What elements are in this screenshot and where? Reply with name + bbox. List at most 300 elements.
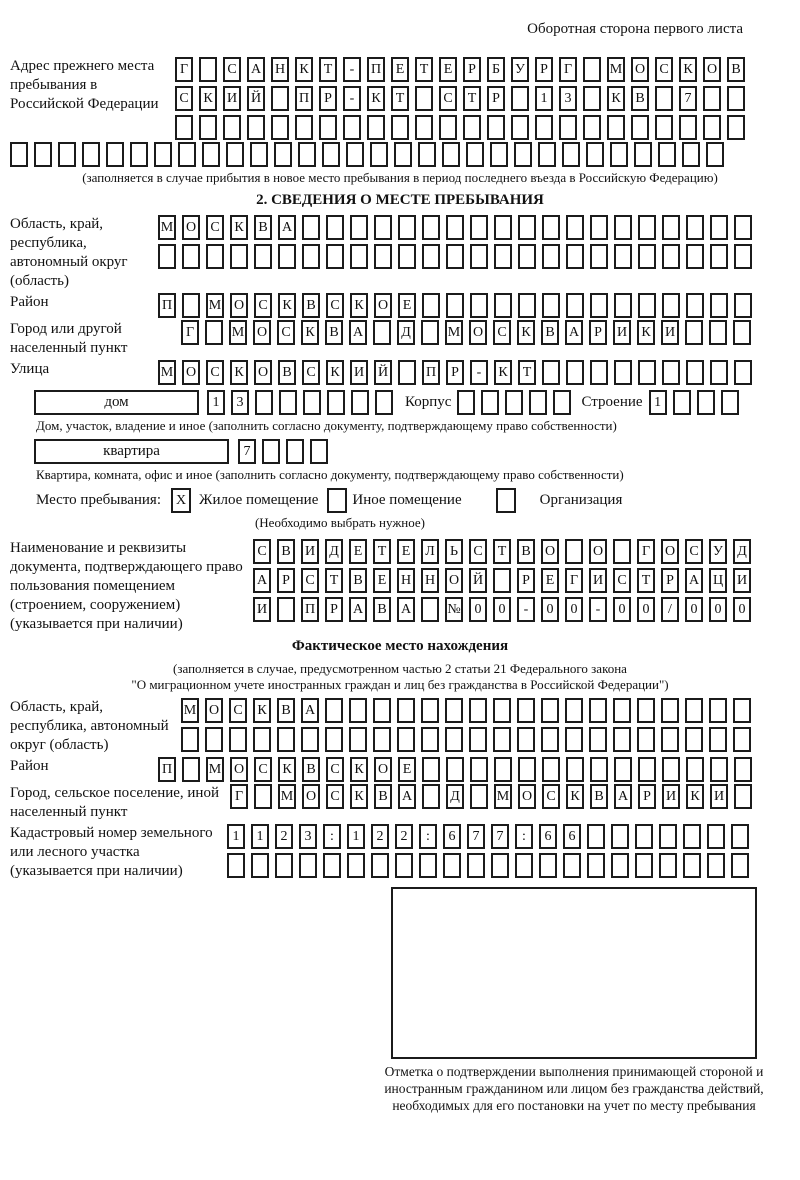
char-cell[interactable]: С (253, 539, 271, 564)
char-cell[interactable]: 1 (347, 824, 365, 849)
char-cell[interactable]: Р (517, 568, 535, 593)
char-cell[interactable] (685, 698, 703, 723)
char-cell[interactable] (254, 784, 272, 809)
char-cell[interactable] (349, 698, 367, 723)
char-cell[interactable]: 7 (467, 824, 485, 849)
char-cell[interactable]: В (631, 86, 649, 111)
char-cell[interactable] (542, 293, 560, 318)
char-cell[interactable]: Р (535, 57, 553, 82)
char-cell[interactable] (302, 215, 320, 240)
char-cell[interactable]: С (493, 320, 511, 345)
char-cell[interactable]: К (367, 86, 385, 111)
char-cell[interactable] (559, 115, 577, 140)
char-cell[interactable] (586, 142, 604, 167)
char-cell[interactable]: Т (518, 360, 536, 385)
char-cell[interactable] (351, 390, 369, 415)
char-cell[interactable] (638, 293, 656, 318)
char-cell[interactable]: К (278, 757, 296, 782)
char-cell[interactable] (662, 215, 680, 240)
char-cell[interactable]: Ь (445, 539, 463, 564)
char-cell[interactable] (518, 215, 536, 240)
char-cell[interactable] (158, 244, 176, 269)
char-cell[interactable]: А (397, 597, 415, 622)
char-cell[interactable] (538, 142, 556, 167)
char-cell[interactable]: В (325, 320, 343, 345)
checkbox-organization[interactable] (496, 488, 516, 513)
char-cell[interactable] (659, 853, 677, 878)
char-cell[interactable] (710, 757, 728, 782)
char-cell[interactable] (518, 244, 536, 269)
char-cell[interactable] (514, 142, 532, 167)
char-cell[interactable] (182, 293, 200, 318)
char-cell[interactable]: В (278, 360, 296, 385)
char-cell[interactable]: О (374, 293, 392, 318)
char-cell[interactable] (279, 390, 297, 415)
char-cell[interactable] (34, 142, 52, 167)
char-cell[interactable] (271, 86, 289, 111)
char-cell[interactable]: К (679, 57, 697, 82)
char-cell[interactable] (323, 853, 341, 878)
char-cell[interactable] (607, 115, 625, 140)
char-cell[interactable] (590, 244, 608, 269)
char-cell[interactable] (686, 215, 704, 240)
char-cell[interactable] (638, 757, 656, 782)
char-cell[interactable] (470, 784, 488, 809)
char-cell[interactable] (590, 293, 608, 318)
char-cell[interactable]: 0 (733, 597, 751, 622)
char-cell[interactable] (375, 390, 393, 415)
char-cell[interactable]: Г (230, 784, 248, 809)
char-cell[interactable] (686, 360, 704, 385)
char-cell[interactable] (493, 698, 511, 723)
char-cell[interactable]: К (350, 757, 368, 782)
char-cell[interactable]: Е (398, 293, 416, 318)
char-cell[interactable] (286, 439, 304, 464)
char-cell[interactable]: - (343, 86, 361, 111)
char-cell[interactable] (397, 698, 415, 723)
char-cell[interactable] (589, 727, 607, 752)
char-cell[interactable]: А (349, 597, 367, 622)
char-cell[interactable]: К (295, 57, 313, 82)
char-cell[interactable] (611, 824, 629, 849)
char-cell[interactable]: Т (493, 539, 511, 564)
char-cell[interactable]: Т (319, 57, 337, 82)
char-cell[interactable]: К (230, 215, 248, 240)
char-cell[interactable] (661, 727, 679, 752)
char-cell[interactable]: Г (565, 568, 583, 593)
char-cell[interactable]: - (517, 597, 535, 622)
char-cell[interactable]: О (253, 320, 271, 345)
char-cell[interactable]: Г (637, 539, 655, 564)
char-cell[interactable] (590, 360, 608, 385)
char-cell[interactable] (658, 142, 676, 167)
char-cell[interactable]: Р (463, 57, 481, 82)
char-cell[interactable]: Г (181, 320, 199, 345)
char-cell[interactable] (277, 727, 295, 752)
char-cell[interactable]: 7 (679, 86, 697, 111)
char-cell[interactable] (373, 320, 391, 345)
char-cell[interactable]: В (302, 293, 320, 318)
char-cell[interactable]: О (230, 293, 248, 318)
char-cell[interactable]: Р (319, 86, 337, 111)
char-cell[interactable] (421, 320, 439, 345)
char-cell[interactable]: - (470, 360, 488, 385)
char-cell[interactable] (469, 727, 487, 752)
char-cell[interactable]: С (613, 568, 631, 593)
char-cell[interactable] (539, 853, 557, 878)
char-cell[interactable] (703, 115, 721, 140)
char-cell[interactable]: П (301, 597, 319, 622)
char-cell[interactable] (494, 244, 512, 269)
char-cell[interactable]: А (247, 57, 265, 82)
char-cell[interactable] (10, 142, 28, 167)
char-cell[interactable] (422, 244, 440, 269)
char-cell[interactable] (566, 360, 584, 385)
char-cell[interactable] (82, 142, 100, 167)
char-cell[interactable]: Й (469, 568, 487, 593)
char-cell[interactable]: С (326, 293, 344, 318)
char-cell[interactable] (709, 320, 727, 345)
char-cell[interactable]: Е (391, 57, 409, 82)
char-cell[interactable]: М (494, 784, 512, 809)
char-cell[interactable]: О (230, 757, 248, 782)
char-cell[interactable] (611, 853, 629, 878)
char-cell[interactable] (415, 86, 433, 111)
char-cell[interactable] (542, 360, 560, 385)
char-cell[interactable] (638, 244, 656, 269)
char-cell[interactable] (517, 727, 535, 752)
char-cell[interactable]: М (229, 320, 247, 345)
char-cell[interactable]: И (613, 320, 631, 345)
char-cell[interactable]: В (349, 568, 367, 593)
char-cell[interactable] (326, 215, 344, 240)
char-cell[interactable]: Т (637, 568, 655, 593)
char-cell[interactable]: М (181, 698, 199, 723)
char-cell[interactable] (469, 698, 487, 723)
char-cell[interactable] (493, 727, 511, 752)
char-cell[interactable] (685, 320, 703, 345)
char-cell[interactable]: 0 (637, 597, 655, 622)
char-cell[interactable]: 6 (443, 824, 461, 849)
char-cell[interactable]: В (373, 597, 391, 622)
char-cell[interactable] (325, 698, 343, 723)
char-cell[interactable] (589, 698, 607, 723)
char-cell[interactable]: О (302, 784, 320, 809)
char-cell[interactable] (254, 244, 272, 269)
char-cell[interactable]: Й (374, 360, 392, 385)
char-cell[interactable] (325, 727, 343, 752)
char-cell[interactable]: М (206, 293, 224, 318)
char-cell[interactable]: Р (638, 784, 656, 809)
char-cell[interactable] (322, 142, 340, 167)
char-cell[interactable] (566, 244, 584, 269)
checkbox-other-premises[interactable] (327, 488, 347, 513)
char-cell[interactable]: : (323, 824, 341, 849)
char-cell[interactable]: В (277, 539, 295, 564)
char-cell[interactable] (319, 115, 337, 140)
char-cell[interactable] (733, 698, 751, 723)
char-cell[interactable] (511, 86, 529, 111)
char-cell[interactable] (247, 115, 265, 140)
char-cell[interactable] (566, 215, 584, 240)
char-cell[interactable] (635, 824, 653, 849)
char-cell[interactable] (371, 853, 389, 878)
char-cell[interactable] (262, 439, 280, 464)
char-cell[interactable]: И (733, 568, 751, 593)
char-cell[interactable]: 6 (563, 824, 581, 849)
char-cell[interactable] (487, 115, 505, 140)
char-cell[interactable] (662, 293, 680, 318)
char-cell[interactable] (419, 853, 437, 878)
char-cell[interactable] (637, 698, 655, 723)
char-cell[interactable] (367, 115, 385, 140)
char-cell[interactable] (583, 115, 601, 140)
char-cell[interactable] (343, 115, 361, 140)
char-cell[interactable] (199, 57, 217, 82)
char-cell[interactable]: К (199, 86, 217, 111)
char-cell[interactable] (391, 115, 409, 140)
char-cell[interactable] (707, 853, 725, 878)
char-cell[interactable]: Л (421, 539, 439, 564)
char-cell[interactable]: П (295, 86, 313, 111)
char-cell[interactable]: К (494, 360, 512, 385)
char-cell[interactable] (535, 115, 553, 140)
char-cell[interactable]: 3 (559, 86, 577, 111)
char-cell[interactable] (662, 360, 680, 385)
char-cell[interactable] (418, 142, 436, 167)
char-cell[interactable] (446, 757, 464, 782)
char-cell[interactable]: 7 (238, 439, 256, 464)
char-cell[interactable] (505, 390, 523, 415)
char-cell[interactable] (446, 215, 464, 240)
char-cell[interactable] (685, 727, 703, 752)
char-cell[interactable] (734, 757, 752, 782)
char-cell[interactable]: У (511, 57, 529, 82)
char-cell[interactable] (373, 727, 391, 752)
char-cell[interactable] (638, 360, 656, 385)
char-cell[interactable]: 1 (251, 824, 269, 849)
char-cell[interactable] (679, 115, 697, 140)
char-cell[interactable] (541, 698, 559, 723)
char-cell[interactable]: М (206, 757, 224, 782)
char-cell[interactable] (590, 215, 608, 240)
char-cell[interactable]: Г (175, 57, 193, 82)
char-cell[interactable]: О (182, 360, 200, 385)
char-cell[interactable] (422, 784, 440, 809)
char-cell[interactable]: С (301, 568, 319, 593)
char-cell[interactable] (710, 360, 728, 385)
char-cell[interactable] (542, 757, 560, 782)
char-cell[interactable] (251, 853, 269, 878)
char-cell[interactable] (182, 244, 200, 269)
char-cell[interactable]: С (655, 57, 673, 82)
char-cell[interactable] (466, 142, 484, 167)
char-cell[interactable] (734, 244, 752, 269)
char-cell[interactable] (686, 757, 704, 782)
char-cell[interactable]: Р (589, 320, 607, 345)
char-cell[interactable]: Д (325, 539, 343, 564)
char-cell[interactable]: А (565, 320, 583, 345)
char-cell[interactable]: М (445, 320, 463, 345)
char-cell[interactable]: 1 (227, 824, 245, 849)
char-cell[interactable] (442, 142, 460, 167)
char-cell[interactable]: Т (463, 86, 481, 111)
char-cell[interactable] (275, 853, 293, 878)
char-cell[interactable] (310, 439, 328, 464)
char-cell[interactable] (703, 86, 721, 111)
char-cell[interactable] (274, 142, 292, 167)
char-cell[interactable] (106, 142, 124, 167)
char-cell[interactable] (181, 727, 199, 752)
char-cell[interactable] (709, 698, 727, 723)
char-cell[interactable]: П (158, 293, 176, 318)
char-cell[interactable]: В (541, 320, 559, 345)
char-cell[interactable] (278, 244, 296, 269)
char-cell[interactable]: П (158, 757, 176, 782)
char-cell[interactable]: С (206, 215, 224, 240)
char-cell[interactable] (470, 757, 488, 782)
char-cell[interactable] (614, 215, 632, 240)
char-cell[interactable] (374, 215, 392, 240)
char-cell[interactable]: 0 (709, 597, 727, 622)
char-cell[interactable]: Е (397, 539, 415, 564)
char-cell[interactable]: С (469, 539, 487, 564)
char-cell[interactable]: М (607, 57, 625, 82)
char-cell[interactable]: С (277, 320, 295, 345)
char-cell[interactable]: - (589, 597, 607, 622)
char-cell[interactable]: А (614, 784, 632, 809)
char-cell[interactable] (727, 115, 745, 140)
char-cell[interactable] (562, 142, 580, 167)
char-cell[interactable]: С (542, 784, 560, 809)
char-cell[interactable]: И (661, 320, 679, 345)
char-cell[interactable] (683, 853, 701, 878)
char-cell[interactable]: Д (446, 784, 464, 809)
char-cell[interactable]: В (277, 698, 295, 723)
char-cell[interactable]: С (326, 757, 344, 782)
char-cell[interactable]: И (662, 784, 680, 809)
char-cell[interactable]: А (685, 568, 703, 593)
char-cell[interactable] (541, 727, 559, 752)
char-cell[interactable] (673, 390, 691, 415)
char-cell[interactable]: 0 (613, 597, 631, 622)
char-cell[interactable] (422, 215, 440, 240)
char-cell[interactable]: С (206, 360, 224, 385)
char-cell[interactable]: Д (397, 320, 415, 345)
char-cell[interactable] (494, 293, 512, 318)
char-cell[interactable] (734, 293, 752, 318)
char-cell[interactable]: О (205, 698, 223, 723)
char-cell[interactable] (446, 293, 464, 318)
char-cell[interactable] (518, 757, 536, 782)
char-cell[interactable] (374, 244, 392, 269)
char-cell[interactable] (395, 853, 413, 878)
char-cell[interactable] (613, 698, 631, 723)
char-cell[interactable] (250, 142, 268, 167)
char-cell[interactable] (565, 727, 583, 752)
char-cell[interactable] (635, 853, 653, 878)
char-cell[interactable]: 7 (491, 824, 509, 849)
char-cell[interactable]: А (278, 215, 296, 240)
char-cell[interactable] (230, 244, 248, 269)
char-cell[interactable]: К (326, 360, 344, 385)
char-cell[interactable]: С (254, 757, 272, 782)
char-cell[interactable] (734, 360, 752, 385)
char-cell[interactable] (733, 320, 751, 345)
char-cell[interactable] (58, 142, 76, 167)
char-cell[interactable] (529, 390, 547, 415)
char-cell[interactable] (457, 390, 475, 415)
char-cell[interactable]: А (253, 568, 271, 593)
char-cell[interactable]: С (326, 784, 344, 809)
char-cell[interactable]: О (254, 360, 272, 385)
char-cell[interactable] (326, 244, 344, 269)
char-cell[interactable]: К (350, 784, 368, 809)
char-cell[interactable]: 3 (231, 390, 249, 415)
char-cell[interactable] (130, 142, 148, 167)
char-cell[interactable]: О (703, 57, 721, 82)
char-cell[interactable] (481, 390, 499, 415)
char-cell[interactable]: Б (487, 57, 505, 82)
char-cell[interactable] (494, 215, 512, 240)
char-cell[interactable] (298, 142, 316, 167)
char-cell[interactable]: Н (421, 568, 439, 593)
char-cell[interactable] (421, 727, 439, 752)
char-cell[interactable]: С (254, 293, 272, 318)
char-cell[interactable] (347, 853, 365, 878)
char-cell[interactable]: К (637, 320, 655, 345)
char-cell[interactable] (226, 142, 244, 167)
char-cell[interactable] (493, 568, 511, 593)
char-cell[interactable] (421, 698, 439, 723)
char-cell[interactable] (206, 244, 224, 269)
char-cell[interactable]: Г (559, 57, 577, 82)
char-cell[interactable] (518, 293, 536, 318)
char-cell[interactable] (731, 824, 749, 849)
char-cell[interactable] (421, 597, 439, 622)
char-cell[interactable] (398, 360, 416, 385)
char-cell[interactable]: О (374, 757, 392, 782)
char-cell[interactable] (710, 293, 728, 318)
char-cell[interactable] (205, 320, 223, 345)
char-cell[interactable] (682, 142, 700, 167)
char-cell[interactable] (686, 293, 704, 318)
char-cell[interactable] (271, 115, 289, 140)
char-cell[interactable] (614, 360, 632, 385)
char-cell[interactable] (583, 86, 601, 111)
char-cell[interactable]: К (686, 784, 704, 809)
char-cell[interactable] (470, 293, 488, 318)
char-cell[interactable] (398, 215, 416, 240)
char-cell[interactable] (277, 597, 295, 622)
char-cell[interactable]: О (589, 539, 607, 564)
char-cell[interactable] (637, 727, 655, 752)
char-cell[interactable]: Р (661, 568, 679, 593)
char-cell[interactable] (422, 293, 440, 318)
char-cell[interactable]: Е (349, 539, 367, 564)
char-cell[interactable] (445, 727, 463, 752)
char-cell[interactable]: В (374, 784, 392, 809)
char-cell[interactable] (542, 215, 560, 240)
char-cell[interactable]: Р (487, 86, 505, 111)
char-cell[interactable]: В (254, 215, 272, 240)
char-cell[interactable] (303, 390, 321, 415)
char-cell[interactable]: П (422, 360, 440, 385)
char-cell[interactable] (683, 824, 701, 849)
char-cell[interactable]: 2 (395, 824, 413, 849)
char-cell[interactable] (199, 115, 217, 140)
char-cell[interactable] (494, 757, 512, 782)
